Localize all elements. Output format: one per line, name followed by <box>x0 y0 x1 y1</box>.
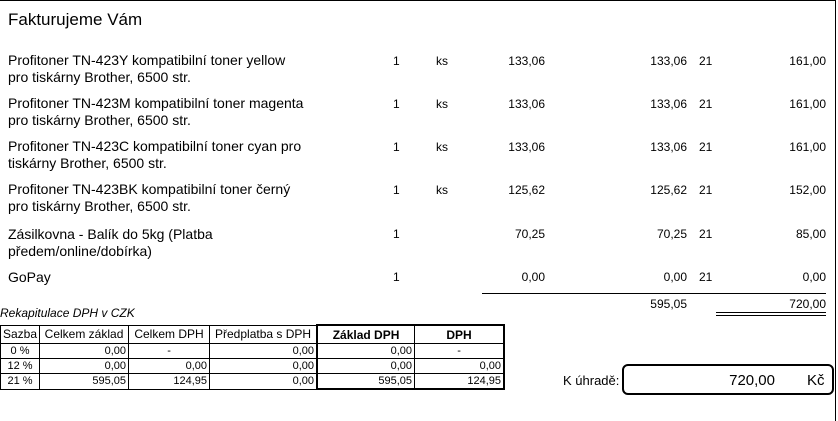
cell-rate: 12 % <box>1 359 40 374</box>
cell-total-base: 0,00 <box>40 359 129 374</box>
cell-total-vat: 0,00 <box>129 359 210 374</box>
item-unit-price: 70,25 <box>514 227 545 241</box>
col-vat: DPH <box>415 325 505 344</box>
amount-due-currency: Kč <box>807 372 825 389</box>
item-unit-price: 125,62 <box>508 183 545 197</box>
vat-recap-header <box>1 325 505 344</box>
item-quantity: 1 <box>393 227 400 241</box>
item-description <box>8 181 368 215</box>
item-quantity: 1 <box>393 54 400 68</box>
item-total: 152,00 <box>789 183 826 197</box>
amount-due-value: 720,00 <box>729 372 775 389</box>
cell-vat-base: 0,00 <box>317 344 415 359</box>
col-prepayment: Předplatba s DPH <box>210 325 318 344</box>
cell-vat-base: 0,00 <box>317 359 415 374</box>
item-description-line1: Profitoner TN-423M kompatibilní toner magenta <box>8 95 304 111</box>
item-vat-rate: 21 <box>699 227 713 241</box>
sum-double-rule-1 <box>716 312 826 313</box>
col-rate: Sazba <box>1 325 40 344</box>
table-row <box>1 374 505 390</box>
item-net: 125,62 <box>650 183 687 197</box>
item-total: 161,00 <box>789 54 826 68</box>
col-vat-base: Základ DPH <box>317 325 415 344</box>
item-unit: ks <box>436 97 448 111</box>
item-description-line1: Zásilkovna - Balík do 5kg (Platba <box>8 226 213 242</box>
item-description-line1: Profitoner TN-423BK kompatibilní toner černý <box>8 181 291 197</box>
cell-prepayment: 0,00 <box>210 374 318 390</box>
frame-right-border <box>835 0 836 421</box>
item-vat-rate: 21 <box>699 97 713 111</box>
sum-rule <box>482 293 826 294</box>
item-description <box>8 226 368 260</box>
item-description <box>8 52 368 86</box>
item-unit: ks <box>436 183 448 197</box>
cell-total-vat: - <box>129 344 210 359</box>
cell-rate: 21 % <box>1 374 40 390</box>
item-net: 133,06 <box>650 97 687 111</box>
cell-prepayment: 0,00 <box>210 359 318 374</box>
item-net: 0,00 <box>663 270 687 284</box>
item-unit: ks <box>436 140 448 154</box>
item-vat-rate: 21 <box>699 140 713 154</box>
invoice-heading: Fakturujeme Vám <box>8 10 143 29</box>
item-description-line1: Profitoner TN-423C kompatibilní toner cyan pro <box>8 138 302 154</box>
item-description-line2: předem/online/dobírka) <box>8 243 152 259</box>
item-unit: ks <box>436 54 448 68</box>
item-description <box>8 269 368 286</box>
cell-total-vat: 124,95 <box>129 374 210 390</box>
item-quantity: 1 <box>393 270 400 284</box>
cell-total-base: 0,00 <box>40 344 129 359</box>
item-total: 161,00 <box>789 97 826 111</box>
item-description-line2: pro tiskárny Brother, 6500 str. <box>8 112 191 128</box>
item-quantity: 1 <box>393 140 400 154</box>
item-total: 0,00 <box>802 270 826 284</box>
item-description <box>8 138 368 172</box>
cell-prepayment: 0,00 <box>210 344 318 359</box>
vat-recap-table <box>0 324 505 390</box>
cell-vat-base: 595,05 <box>317 374 415 390</box>
frame-top-border <box>0 0 836 1</box>
item-net: 70,25 <box>656 227 687 241</box>
item-total: 161,00 <box>789 140 826 154</box>
sum-net: 595,05 <box>650 297 687 311</box>
item-description-line2: tiskárny Brother, 6500 str. <box>8 155 167 171</box>
item-vat-rate: 21 <box>699 54 713 68</box>
table-row <box>1 359 505 374</box>
item-net: 133,06 <box>650 140 687 154</box>
sum-total: 720,00 <box>789 297 826 311</box>
item-vat-rate: 21 <box>699 270 713 284</box>
item-description <box>8 95 368 129</box>
sum-double-rule-2 <box>716 315 826 316</box>
item-quantity: 1 <box>393 97 400 111</box>
table-row <box>1 344 505 359</box>
item-description-line1: GoPay <box>8 269 51 285</box>
item-unit-price: 133,06 <box>508 54 545 68</box>
item-unit-price: 0,00 <box>521 270 545 284</box>
cell-vat: - <box>415 344 505 359</box>
amount-due-label: K úhradě: <box>563 373 620 388</box>
cell-total-base: 595,05 <box>40 374 129 390</box>
item-net: 133,06 <box>650 54 687 68</box>
cell-vat: 124,95 <box>415 374 505 390</box>
item-quantity: 1 <box>393 183 400 197</box>
item-total: 85,00 <box>795 227 826 241</box>
vat-recap-title: Rekapitulace DPH v CZK <box>0 306 135 320</box>
cell-vat: 0,00 <box>415 359 505 374</box>
item-unit-price: 133,06 <box>508 97 545 111</box>
item-description-line1: Profitoner TN-423Y kompatibilní toner yellow <box>8 52 286 68</box>
item-description-line2: pro tiskárny Brother, 6500 str. <box>8 69 191 85</box>
col-total-vat: Celkem DPH <box>129 325 210 344</box>
item-description-line2: pro tiskárny Brother, 6500 str. <box>8 198 191 214</box>
item-unit-price: 133,06 <box>508 140 545 154</box>
col-total-base: Celkem základ <box>40 325 129 344</box>
cell-rate: 0 % <box>1 344 40 359</box>
item-vat-rate: 21 <box>699 183 713 197</box>
